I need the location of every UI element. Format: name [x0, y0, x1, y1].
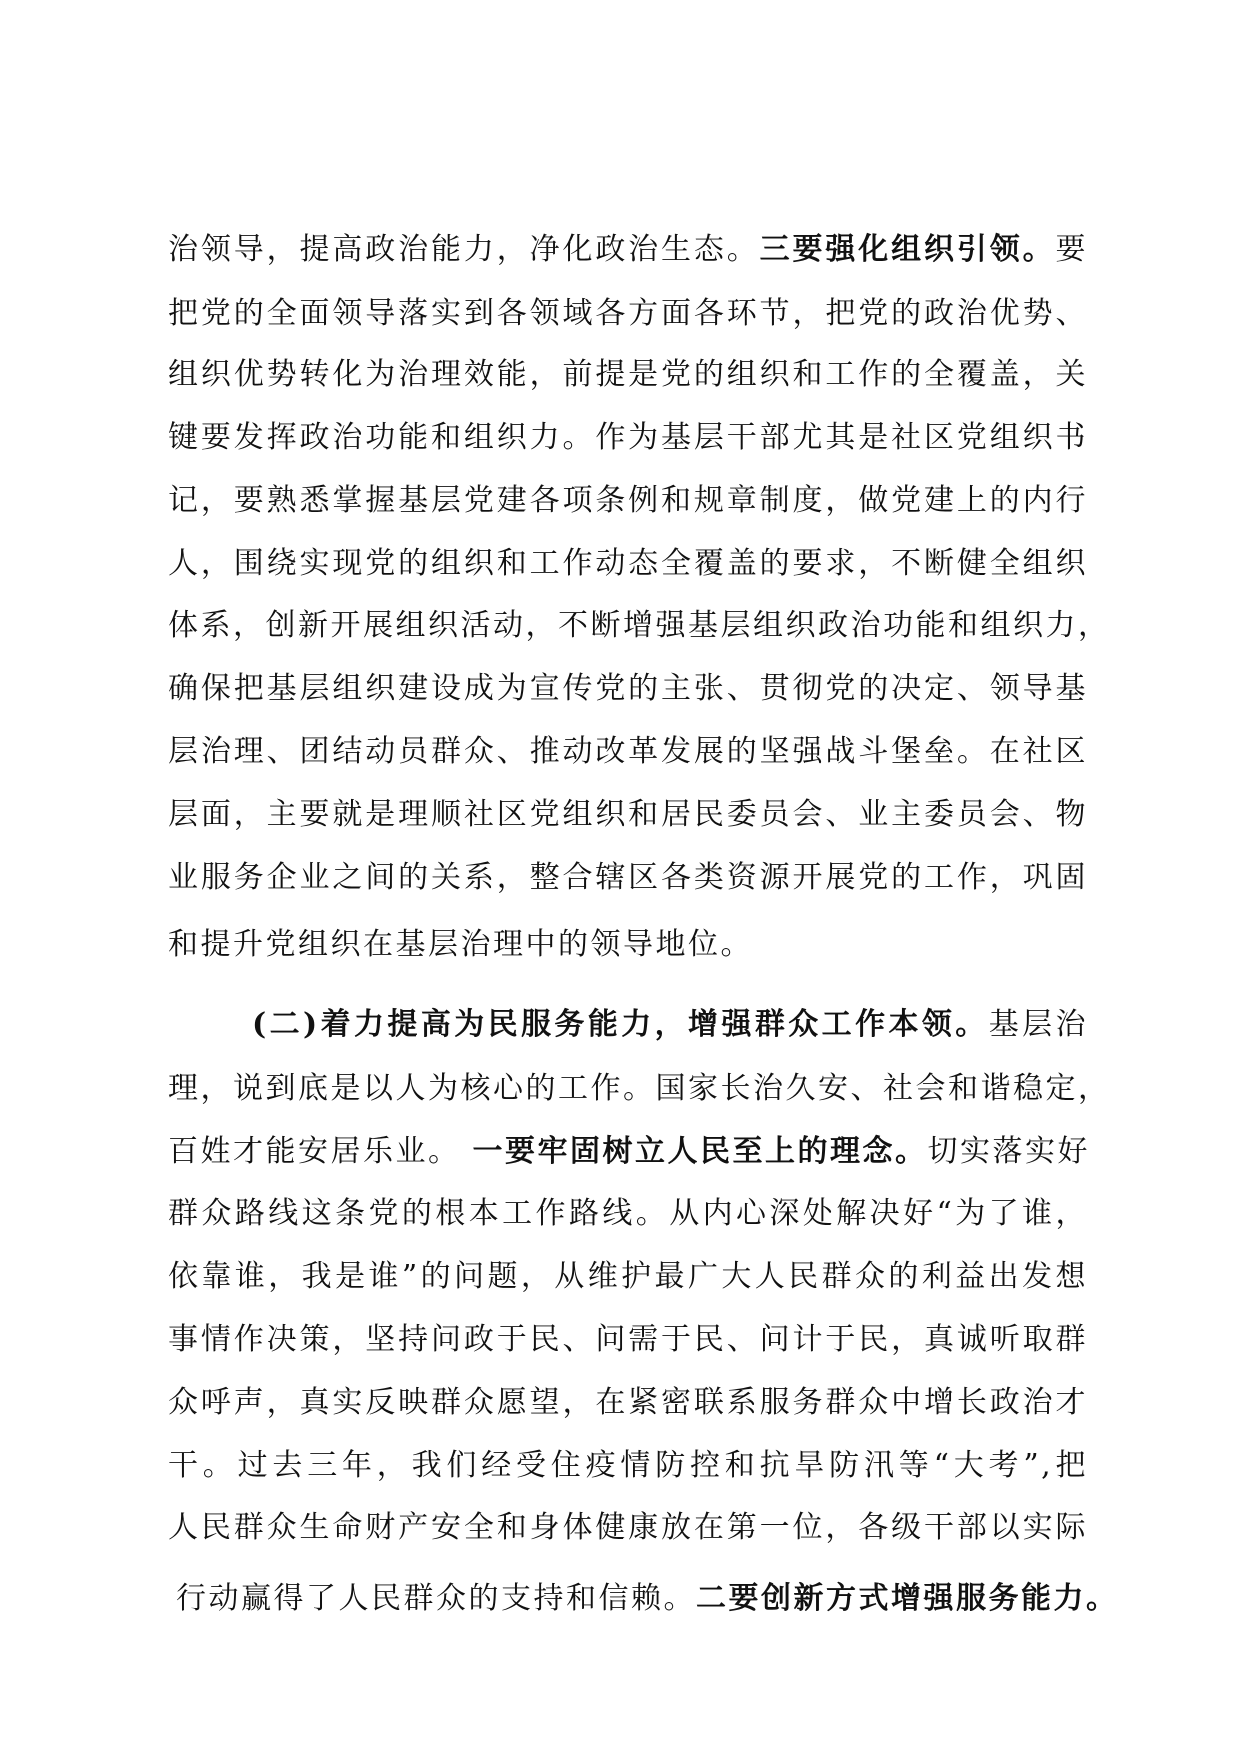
text-line — [168, 1315, 1088, 1365]
text-segment: 层面，主要就是理顺社区党组织和居民委员会、业主委员会、物 — [168, 797, 1088, 832]
text-line — [168, 727, 1088, 777]
text-segment: 众呼声，真实反映群众愿望，在紧密联系服务群众中增长政治才 — [168, 1385, 1088, 1420]
text-line — [168, 853, 1088, 903]
text-segment: 确保把基层组织建设成为宣传党的主张、贯彻党的决定、领导基 — [168, 671, 1088, 706]
text-segment: 组织优势转化为治理效能，前提是党的组织和工作的全覆盖，关 — [168, 357, 1088, 392]
text-line — [168, 1064, 1111, 1114]
text-segment: 记，要熟悉掌握基层党建各项条例和规章制度，做党建上的内行 — [168, 483, 1088, 518]
text-line — [168, 1252, 1088, 1302]
text-line — [168, 920, 1088, 970]
bold-heading: 三要强化组织引领。 — [759, 232, 1056, 267]
text-segment: 理，说到底是以人为核心的工作。国家长治久安、社会和谐稳定， — [168, 1071, 1111, 1106]
text-segment: 人民群众生命财产安全和身体健康放在第一位，各级干部以实际 — [168, 1510, 1088, 1545]
text-segment: 干。过去三年，我们经受住疫情防控和抗旱防汛等“大考”,把 — [168, 1448, 1088, 1483]
text-line — [168, 1378, 1088, 1428]
text-segment: 切实落实好 — [927, 1134, 1091, 1169]
text-segment: 要 — [1055, 232, 1089, 267]
text-line — [252, 1000, 1088, 1050]
text-segment: 基层治 — [988, 1007, 1089, 1042]
text-line — [168, 1127, 1091, 1177]
text-segment: 行动赢得了人民群众的支持和信赖。 — [176, 1581, 696, 1616]
text-line — [168, 1189, 1088, 1239]
text-segment: 键要发挥政治功能和组织力。作为基层干部尤其是社区党组织书 — [168, 420, 1088, 455]
text-line — [168, 476, 1088, 526]
text-line — [168, 413, 1088, 463]
text-line — [168, 539, 1088, 589]
text-segment: 群众路线这条党的根本工作路线。从内心深处解决好“为了谁， — [168, 1196, 1088, 1231]
text-segment: 人，围绕实现党的组织和工作动态全覆盖的要求，不断健全组织 — [168, 546, 1088, 581]
text-line — [168, 1503, 1088, 1553]
text-segment: 百姓才能安居乐业。 — [168, 1134, 473, 1169]
text-line — [176, 1574, 1119, 1624]
text-line — [168, 225, 1088, 275]
text-line — [168, 350, 1088, 400]
text-segment: 体系，创新开展组织活动，不断增强基层组织政治功能和组织力， — [168, 608, 1111, 643]
bold-heading: 一要牢固树立人民至上的理念。 — [472, 1134, 928, 1169]
text-line — [168, 601, 1111, 651]
text-segment: 层治理、团结动员群众、推动改革发展的坚强战斗堡垒。在社区 — [168, 734, 1088, 769]
text-segment: 和提升党组织在基层治理中的领导地位。 — [168, 927, 753, 962]
text-segment: 把党的全面领导落实到各领域各方面各环节，把党的政治优势、 — [168, 296, 1088, 331]
text-line — [168, 289, 1088, 339]
text-segment: 依靠谁，我是谁”的问题，从维护最广大人民群众的利益出发想 — [168, 1259, 1088, 1294]
text-line — [168, 790, 1088, 840]
section-heading: (二)着力提高为民服务能力，增强群众工作本领。 — [252, 1007, 989, 1042]
text-segment: 事情作决策，坚持问政于民、问需于民、问计于民，真诚听取群 — [168, 1322, 1088, 1357]
text-segment: 治领导，提高政治能力，净化政治生态。 — [168, 232, 760, 267]
text-line — [168, 664, 1088, 714]
bold-heading: 二要创新方式增强服务能力。 — [696, 1581, 1119, 1616]
text-segment: 业服务企业之间的关系，整合辖区各类资源开展党的工作，巩固 — [168, 860, 1088, 895]
text-line — [168, 1441, 1088, 1491]
